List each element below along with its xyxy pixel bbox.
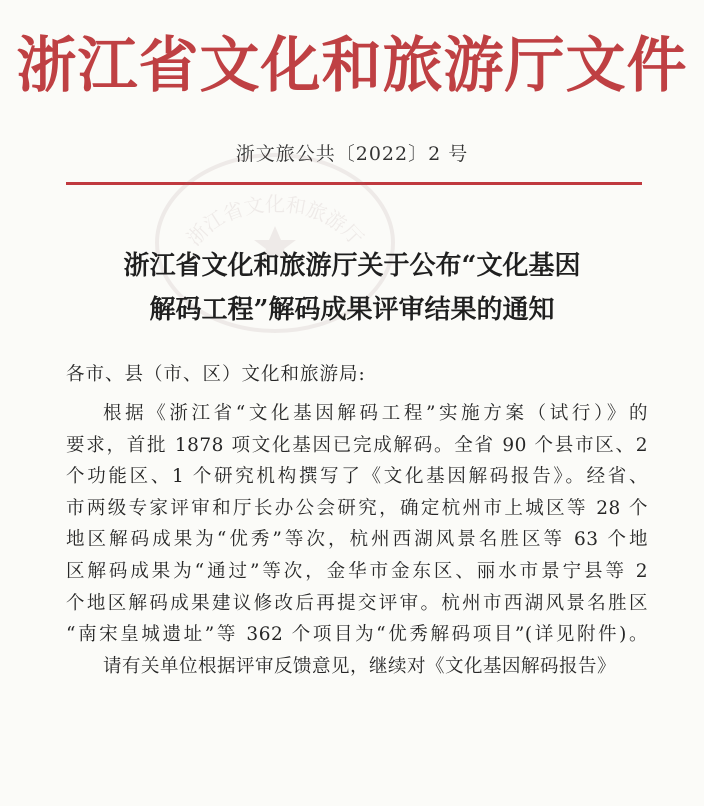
- notice-title-line-2: 解码工程”解码成果评审结果的通知: [149, 295, 555, 325]
- notice-body: [66, 398, 648, 682]
- body-line-8: “南宋皇城遗址”等 362 个项目为“优秀解码项目”(详见附件)。: [66, 624, 648, 646]
- document-number: 浙文旅公共〔2022〕2 号: [235, 143, 469, 165]
- body-line-9: 请有关单位根据评审反馈意见，继续对《文化基因解码报告》: [103, 655, 617, 677]
- document-header-title: 浙江省文化和旅游厅文件: [16, 31, 688, 101]
- notice-title: [56, 244, 648, 332]
- body-line-1: 根据《浙江省“文化基因解码工程”实施方案（试行）》的: [103, 403, 648, 424]
- salutation: 各市、县（市、区）文化和旅游局:: [66, 364, 366, 385]
- body-line-3: 个功能区、1 个研究机构撰写了《文化基因解码报告》。经省、: [66, 466, 648, 488]
- red-divider-line: [66, 182, 642, 185]
- notice-title-line-1: 浙江省文化和旅游厅关于公布“文化基因: [123, 251, 581, 281]
- body-line-5: 地区解码成果为“优秀”等次，杭州西湖风景名胜区等 63 个地: [66, 529, 648, 551]
- body-line-7: 个地区解码成果建议修改后再提交评审。杭州市西湖风景名胜区: [66, 592, 648, 614]
- body-line-2: 要求，首批 1878 项文化基因已完成解码。全省 90 个县市区、2: [66, 434, 648, 456]
- seal-text: 浙江省文化和旅游厅: [181, 192, 369, 251]
- body-line-6: 区解码成果为“通过”等次，金华市金东区、丽水市景宁县等 2: [66, 560, 648, 582]
- body-line-4: 市两级专家评审和厅长办公会研究，确定杭州市上城区等 28 个: [66, 497, 648, 519]
